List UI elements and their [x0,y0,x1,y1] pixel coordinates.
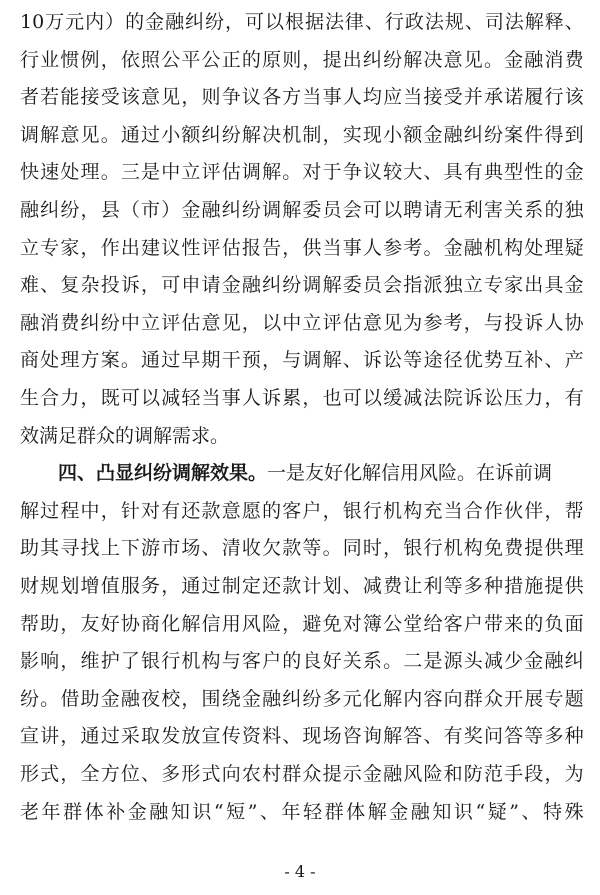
section-intro-text: 一是友好化解信用风险。在诉前调 [267,462,553,485]
text-line: 行 业 惯 例 ， 依 照 公 平 公 正 的 原 则 ， 提 出 纠 纷 解 决 意 见 。 金 融 消 费 [20,48,584,71]
text-line: 解 过 程 中 ， 针 对 有 还 款 意 愿 的 客 户 ， 银 行 机 构 充 当 合 作 伙 伴 ， 帮 [20,499,584,522]
text-line: 融 纠 纷 ， 县 （ 市 ） 金 融 纠 纷 调 解 委 员 会 可 以 聘 请 无 利 害 关 系 的 独 [20,199,584,221]
text-line: 老 年 群 体 补 金 融 知 识 “ 短 ” 、 年 轻 群 体 解 金 融 知 识 “ 疑 ” 、 特 殊 [20,800,584,823]
text-line: 者 若 能 接 受 该 意 见 ， 则 争 议 各 方 当 事 人 均 应 当 接 受 并 承 诺 履 行 该 [20,86,584,109]
text-line: 助 其 寻 找 上 下 游 市 场 、 清 收 欠 款 等 。 同 时 ， 银 行 机 构 免 费 提 供 理 [20,537,584,560]
page-number: - 4 - [284,862,316,881]
text-line: 纷 。 借 助 金 融 夜 校 ， 围 绕 金 融 纠 纷 多 元 化 解 内 容 向 群 众 开 展 专 题 [20,687,584,710]
text-line: 商 处 理 方 案 。 通 过 早 期 干 预 ， 与 调 解 、 诉 讼 等 途 径 优 势 互 补 、 产 [20,349,584,372]
text-line: 融 消 费 纠 纷 中 立 评 估 意 见 ， 以 中 立 评 估 意 见 为 参 考 ， 与 投 诉 人 协 [20,311,584,334]
text-line: 宣 讲 ， 通 过 采 取 发 放 宣 传 资 料 、 现 场 咨 询 解 答 、 有 奖 问 答 等 多 种 [20,725,584,748]
text-line: 财 规 划 增 值 服 务 ， 通 过 制 定 还 款 计 划 、 减 费 让 利 等 多 种 措 施 提 供 [20,575,584,597]
text-line: 影 响 ， 维 护 了 银 行 机 构 与 客 户 的 良 好 关 系 。 二 是 源 头 减 少 金 融 纠 [20,650,584,673]
text-line: 调 解 意 见 。 通 过 小 额 纠 纷 解 决 机 制 ， 实 现 小 额 金 融 纠 纷 案 件 得 到 [20,123,584,146]
text-line: 难 、 复 杂 投 诉 ， 可 申 请 金 融 纠 纷 调 解 委 员 会 指 派 独 立 专 家 出 具 金 [20,274,584,297]
text-line: 快 速 处 理 。 三 是 中 立 评 估 调 解 。 对 于 争 议 较 大 、 具 有 典 型 性 的 金 [20,161,584,184]
text-line: 形 式 ， 全 方 位 、 多 形 式 向 农 村 群 众 提 示 金 融 风 险 和 防 范 手 段 ， 为 [20,763,584,785]
text-line [58,455,584,491]
text-line: 效满足群众的调解需求。 [20,424,230,447]
text-line: 帮 助 ， 友 好 协 商 化 解 信 用 风 险 ， 避 免 对 簿 公 堂 给 客 户 带 来 的 负 面 [20,612,584,635]
text-line: 立 专 家 ， 作 出 建 议 性 评 估 报 告 ， 供 当 事 人 参 考 。 金 融 机 构 处 理 疑 [20,236,584,259]
section-heading: 四、凸显纠纷调解效果。 [58,462,268,485]
text-line: 10 万 元 内 ） 的 金 融 纠 纷 ， 可 以 根 据 法 律 、 行 政 法 规 、 司 法 解 释 、 [20,11,584,33]
text-line: 生 合 力 ， 既 可 以 减 轻 当 事 人 诉 累 ， 也 可 以 缓 减 法 院 诉 讼 压 力 ， 有 [20,387,584,409]
